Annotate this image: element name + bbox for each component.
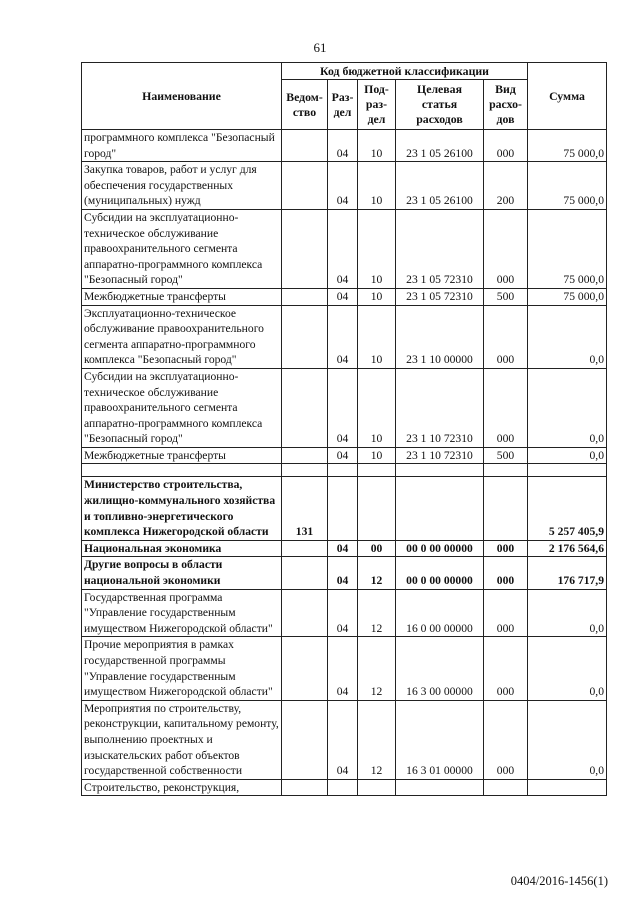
cell-sum: 75 000,0: [528, 130, 607, 162]
table-row: [82, 130, 607, 162]
header-row-top: [82, 63, 607, 80]
cell-sum: 0,0: [528, 589, 607, 637]
cell-subsection: [358, 464, 396, 477]
cell-target-article: 23 1 10 72310: [396, 368, 484, 447]
document-code: 0404/2016-1456(1): [510, 874, 608, 888]
table-row: [82, 557, 607, 589]
header-classification-group: Код бюджетной классификации: [282, 63, 528, 80]
cell-section: 04: [328, 589, 358, 637]
table-row: [82, 162, 607, 210]
cell-name: Межбюджетные трансферты: [82, 288, 282, 305]
cell-target-article: 00 0 00 00000: [396, 540, 484, 557]
cell-section: [328, 464, 358, 477]
cell-section: [328, 779, 358, 796]
cell-target-article: [396, 779, 484, 796]
cell-sum: 0,0: [528, 700, 607, 779]
cell-expense-type: 200: [484, 162, 528, 210]
cell-name: Другие вопросы в области национальной экономики: [82, 557, 282, 589]
cell-sum: 0,0: [528, 637, 607, 700]
cell-subsection: 12: [358, 557, 396, 589]
cell-department: [282, 540, 328, 557]
cell-expense-type: [484, 464, 528, 477]
header-name: Наименование: [82, 63, 282, 130]
cell-sum: 0,0: [528, 447, 607, 464]
cell-department: [282, 637, 328, 700]
cell-subsection: 10: [358, 130, 396, 162]
cell-target-article: 23 1 10 72310: [396, 447, 484, 464]
cell-target-article: [396, 477, 484, 540]
cell-name: Межбюджетные трансферты: [82, 447, 282, 464]
table-row: [82, 589, 607, 637]
table-row: [82, 477, 607, 540]
cell-expense-type: 000: [484, 589, 528, 637]
table-row: [82, 209, 607, 288]
cell-sum: 0,0: [528, 305, 607, 368]
cell-target-article: 16 3 01 00000: [396, 700, 484, 779]
cell-target-article: 16 3 00 00000: [396, 637, 484, 700]
cell-section: 04: [328, 700, 358, 779]
page-number: 61: [313, 40, 327, 55]
table-row: [82, 447, 607, 464]
cell-target-article: 23 1 05 26100: [396, 162, 484, 210]
header-subsection: Под-раз-дел: [358, 80, 396, 130]
cell-section: [328, 477, 358, 540]
cell-department: [282, 700, 328, 779]
cell-department: [282, 305, 328, 368]
cell-subsection: 12: [358, 589, 396, 637]
header-sum: Сумма: [528, 63, 607, 130]
cell-section: 04: [328, 447, 358, 464]
cell-subsection: 10: [358, 447, 396, 464]
cell-sum: [528, 779, 607, 796]
cell-expense-type: 500: [484, 447, 528, 464]
cell-sum: 75 000,0: [528, 209, 607, 288]
cell-name: Мероприятия по строительству, реконструкции, капитальному ремонту, выполнению проектных и изыскательских работ объектов государственной собственности: [82, 700, 282, 779]
cell-section: 04: [328, 130, 358, 162]
cell-sum: 75 000,0: [528, 288, 607, 305]
table-row: [82, 368, 607, 447]
budget-classification-table: [81, 62, 607, 796]
cell-name: Эксплуатационно-техническое обслуживание правоохранительного сегмента аппаратно-программного комплекса "Безопасный город": [82, 305, 282, 368]
cell-name: [82, 464, 282, 477]
cell-section: 04: [328, 162, 358, 210]
cell-name: Национальная экономика: [82, 540, 282, 557]
cell-department: [282, 447, 328, 464]
cell-name: программного комплекса "Безопасный город": [82, 130, 282, 162]
cell-department: [282, 368, 328, 447]
table-body: [82, 130, 607, 796]
cell-subsection: [358, 779, 396, 796]
cell-expense-type: 000: [484, 305, 528, 368]
table-row: [82, 637, 607, 700]
cell-expense-type: 000: [484, 209, 528, 288]
cell-section: 04: [328, 557, 358, 589]
cell-department: 131: [282, 477, 328, 540]
cell-expense-type: [484, 779, 528, 796]
cell-name: Государственная программа "Управление государственным имуществом Нижегородской области": [82, 589, 282, 637]
cell-name: Субсидии на эксплуатационно-техническое обслуживание правоохранительного сегмента аппаратно-программного комплекса "Безопасный город": [82, 209, 282, 288]
header-expense-type: Вид расхо-дов: [484, 80, 528, 130]
header-department: Ведом-ство: [282, 80, 328, 130]
cell-sum: 75 000,0: [528, 162, 607, 210]
table-row: [82, 305, 607, 368]
cell-department: [282, 162, 328, 210]
cell-name: Прочие мероприятия в рамках государственной программы "Управление государственным имуществом Нижегородской области": [82, 637, 282, 700]
cell-subsection: [358, 477, 396, 540]
cell-department: [282, 288, 328, 305]
cell-target-article: 16 0 00 00000: [396, 589, 484, 637]
cell-department: [282, 464, 328, 477]
cell-target-article: 00 0 00 00000: [396, 557, 484, 589]
table-row: [82, 779, 607, 796]
cell-subsection: 10: [358, 209, 396, 288]
cell-section: 04: [328, 368, 358, 447]
table-spacer-row: [82, 464, 607, 477]
cell-expense-type: 000: [484, 130, 528, 162]
cell-target-article: 23 1 05 72310: [396, 209, 484, 288]
cell-section: 04: [328, 288, 358, 305]
cell-sum: 176 717,9: [528, 557, 607, 589]
cell-expense-type: 000: [484, 637, 528, 700]
cell-subsection: 12: [358, 637, 396, 700]
cell-expense-type: 000: [484, 368, 528, 447]
cell-sum: 5 257 405,9: [528, 477, 607, 540]
cell-section: 04: [328, 209, 358, 288]
cell-department: [282, 209, 328, 288]
cell-department: [282, 779, 328, 796]
cell-name: Закупка товаров, работ и услуг для обеспечения государственных (муниципальных) нужд: [82, 162, 282, 210]
cell-section: 04: [328, 305, 358, 368]
cell-expense-type: 000: [484, 700, 528, 779]
table-row: [82, 540, 607, 557]
cell-target-article: 23 1 05 72310: [396, 288, 484, 305]
cell-sum: [528, 464, 607, 477]
cell-subsection: 10: [358, 162, 396, 210]
cell-name: Субсидии на эксплуатационно-техническое обслуживание правоохранительного сегмента аппаратно-программного комплекса "Безопасный город": [82, 368, 282, 447]
cell-target-article: 23 1 10 00000: [396, 305, 484, 368]
cell-section: 04: [328, 637, 358, 700]
cell-department: [282, 130, 328, 162]
cell-sum: 2 176 564,6: [528, 540, 607, 557]
cell-expense-type: [484, 477, 528, 540]
cell-subsection: 00: [358, 540, 396, 557]
header-section: Раз-дел: [328, 80, 358, 130]
table-row: [82, 700, 607, 779]
cell-name: Строительство, реконструкция,: [82, 779, 282, 796]
cell-subsection: 10: [358, 288, 396, 305]
cell-target-article: [396, 464, 484, 477]
cell-section: 04: [328, 540, 358, 557]
cell-expense-type: 000: [484, 540, 528, 557]
cell-name: Министерство строительства, жилищно-коммунального хозяйства и топливно-энергетического комплекса Нижегородской области: [82, 477, 282, 540]
cell-department: [282, 557, 328, 589]
cell-target-article: 23 1 05 26100: [396, 130, 484, 162]
cell-department: [282, 589, 328, 637]
cell-expense-type: 500: [484, 288, 528, 305]
cell-subsection: 10: [358, 305, 396, 368]
cell-subsection: 12: [358, 700, 396, 779]
cell-expense-type: 000: [484, 557, 528, 589]
cell-subsection: 10: [358, 368, 396, 447]
cell-sum: 0,0: [528, 368, 607, 447]
table-row: [82, 288, 607, 305]
header-target-article: Целевая статья расходов: [396, 80, 484, 130]
